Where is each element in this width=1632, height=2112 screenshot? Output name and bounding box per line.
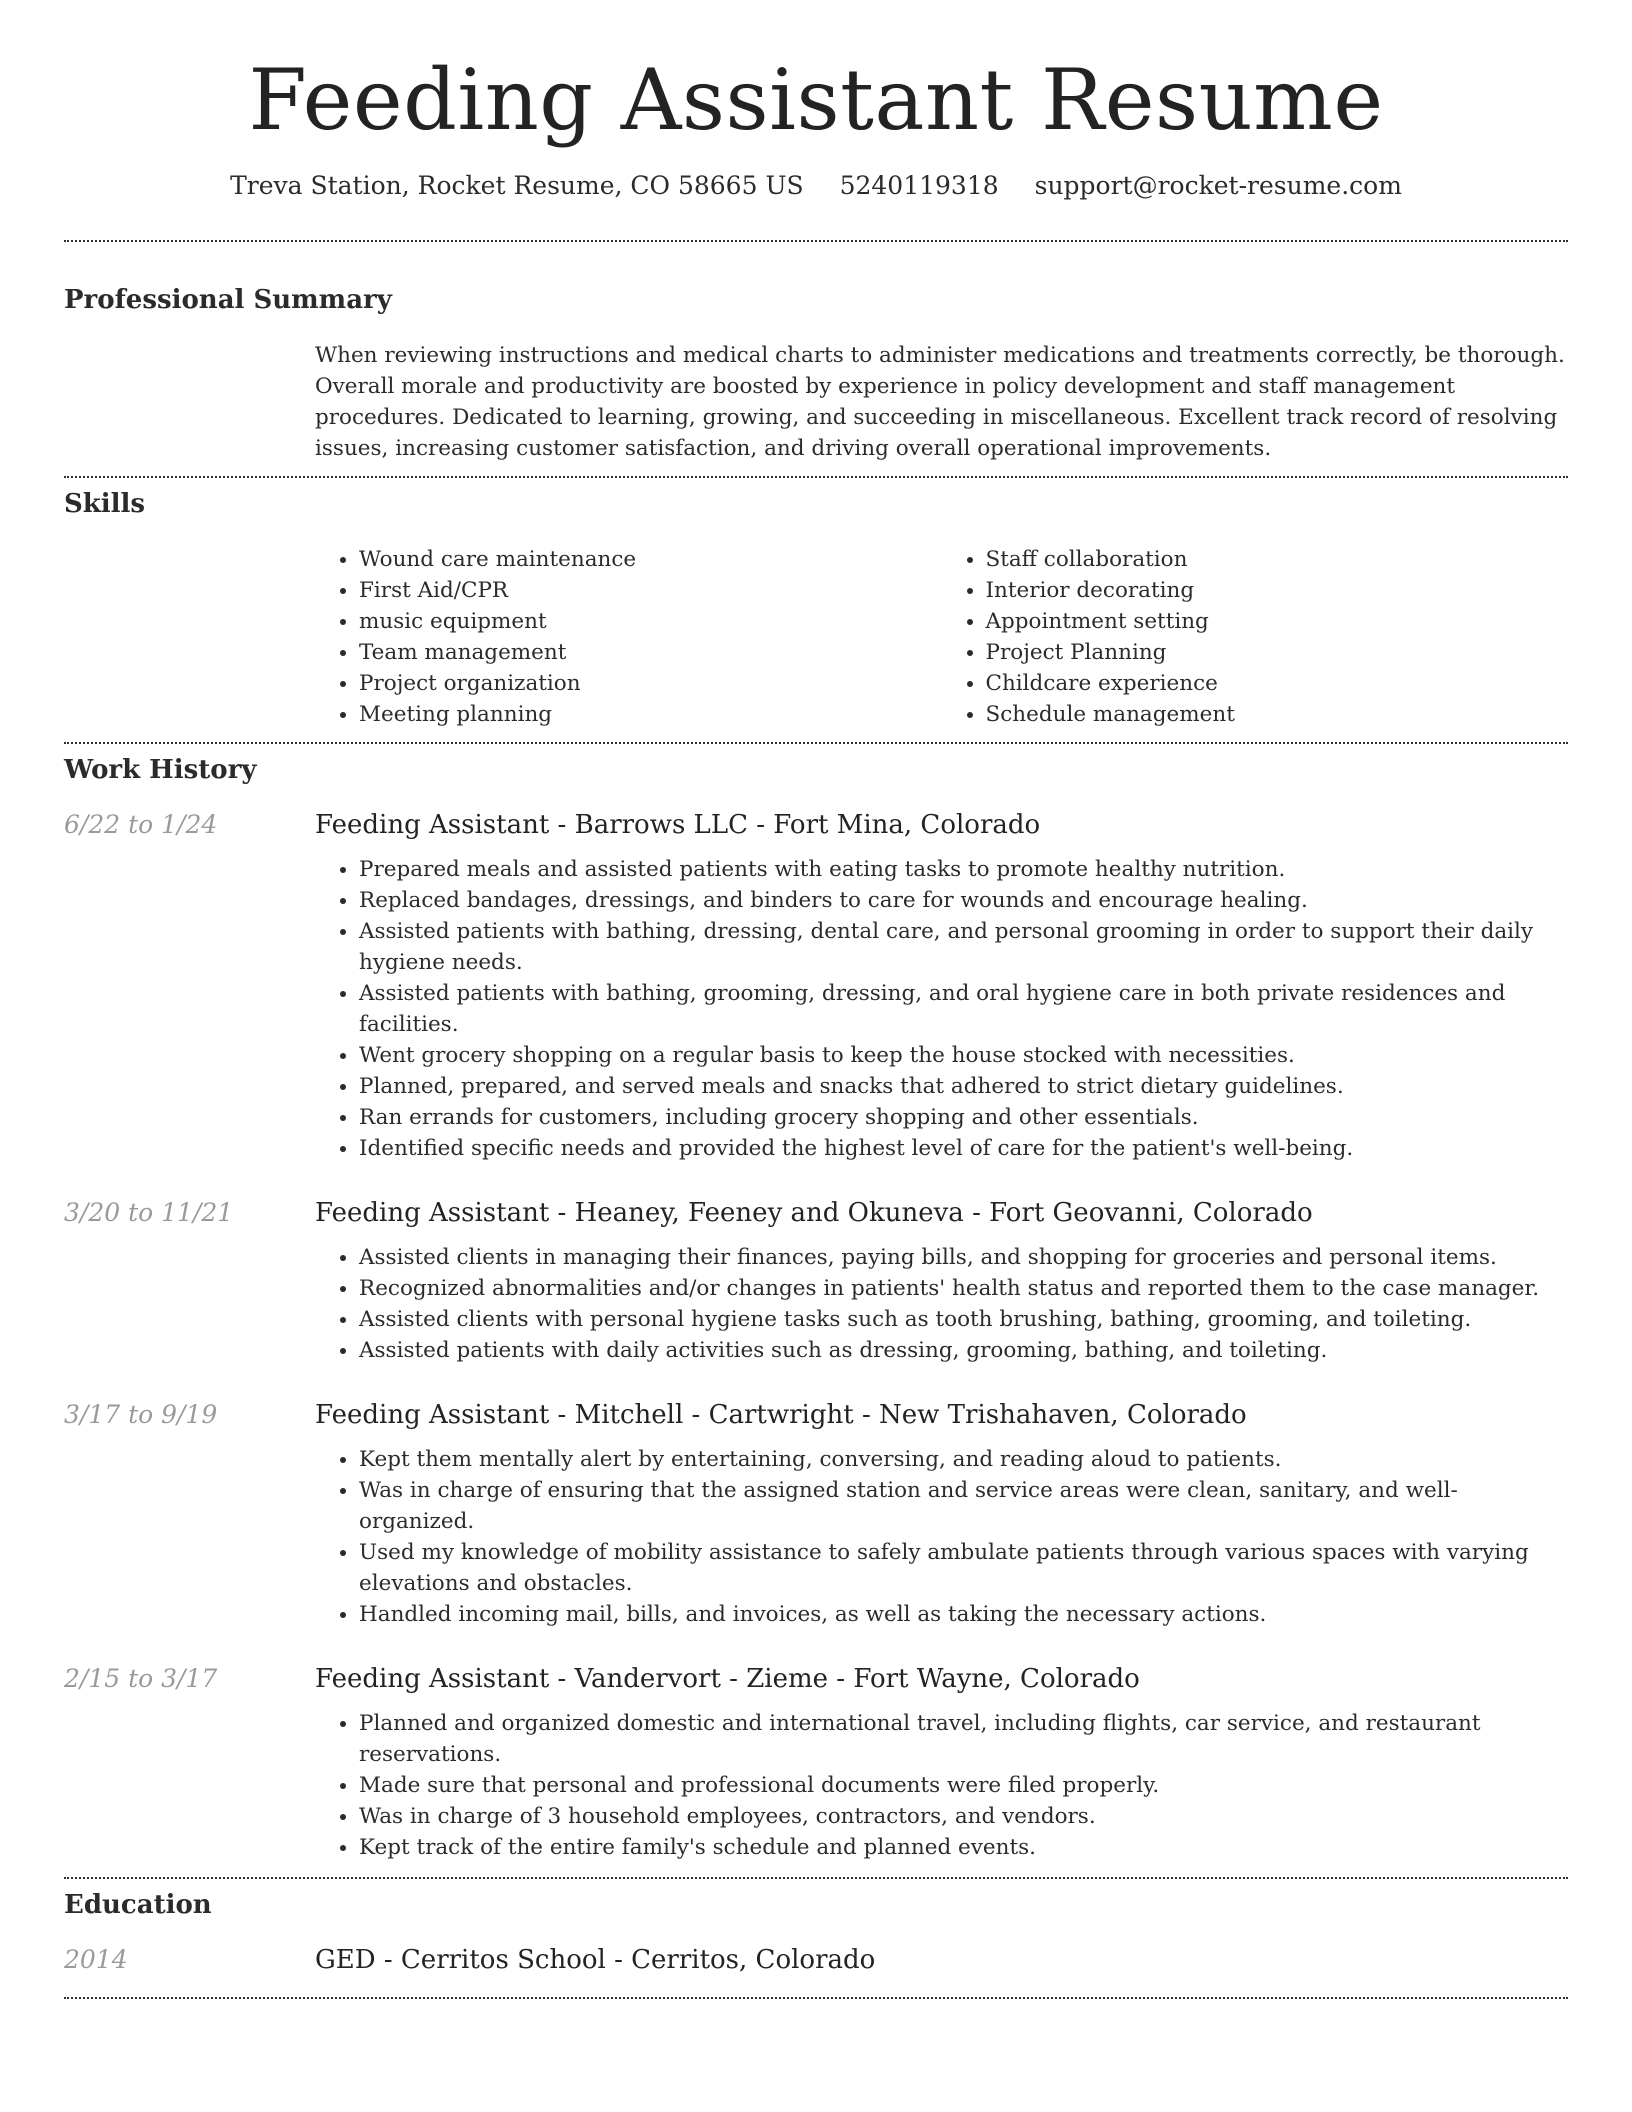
- skill-item: • First Aid/CPR: [359, 575, 942, 606]
- job-heading: Feeding Assistant - Vandervort - Zieme - Fort Wayne, Colorado: [315, 1663, 1140, 1694]
- skills-heading: Skills: [64, 489, 146, 520]
- duty-item: • Was in charge of ensuring that the assigned station and service areas were clean, sanitary, and well-organized.: [359, 1475, 1568, 1537]
- skill-item: • Appointment setting: [986, 606, 1569, 637]
- job-entry: [64, 1400, 1568, 1630]
- duty-item: • Kept them mentally alert by entertaining, conversing, and reading aloud to patients.: [359, 1444, 1568, 1475]
- job-entry: [64, 1664, 1568, 1863]
- skill-item: • Staff collaboration: [986, 544, 1569, 575]
- skills-column-right: [942, 544, 1569, 730]
- job-heading: Feeding Assistant - Mitchell - Cartwright - New Trishahaven, Colorado: [315, 1399, 1247, 1430]
- resume-title: Feeding Assistant Resume: [248, 51, 1384, 149]
- duty-item: • Assisted clients with personal hygiene tasks such as tooth brushing, bathing, grooming, and toileting.: [359, 1304, 1568, 1335]
- duty-item: • Ran errands for customers, including grocery shopping and other essentials.: [359, 1102, 1568, 1133]
- job-heading: Feeding Assistant - Barrows LLC - Fort Mina, Colorado: [315, 809, 1041, 840]
- duty-item: • Went grocery shopping on a regular basis to keep the house stocked with necessities.: [359, 1040, 1568, 1071]
- skill-item: • Interior decorating: [986, 575, 1569, 606]
- job-entry: [64, 1198, 1568, 1366]
- skills-section: [64, 478, 1568, 730]
- divider: [64, 1997, 1568, 1999]
- skill-item: • Wound care maintenance: [359, 544, 942, 575]
- skill-item: • Team management: [359, 637, 942, 668]
- job-dates: 6/22 to 1/24: [64, 809, 218, 839]
- skill-item: • Project organization: [359, 668, 942, 699]
- duty-item: • Kept track of the entire family's schedule and planned events.: [359, 1832, 1568, 1863]
- skill-item: • Project Planning: [986, 637, 1569, 668]
- duty-item: • Recognized abnormalities and/or changes in patients' health status and reported them to the case manager.: [359, 1273, 1568, 1304]
- skills-list: [315, 544, 1568, 730]
- duty-item: • Identified specific needs and provided the highest level of care for the patient's well-being.: [359, 1133, 1568, 1164]
- duty-item: • Assisted patients with bathing, grooming, dressing, and oral hygiene care in both private residences and facilities.: [359, 978, 1568, 1040]
- duty-item: • Assisted patients with daily activities such as dressing, grooming, bathing, and toileting.: [359, 1335, 1568, 1366]
- education-heading: Education: [64, 1889, 212, 1920]
- duty-item: • Assisted patients with bathing, dressing, dental care, and personal grooming in order to support their daily hygiene needs.: [359, 916, 1568, 978]
- job-dates: 3/17 to 9/19: [64, 1399, 218, 1429]
- contact-address: Treva Station, Rocket Resume, CO 58665 US: [230, 170, 804, 200]
- education-section: [64, 1879, 1568, 1975]
- education-entry: GED - Cerritos School - Cerritos, Colorado: [315, 1944, 876, 1975]
- duty-item: • Handled incoming mail, bills, and invoices, as well as taking the necessary actions.: [359, 1599, 1568, 1630]
- work-section: [64, 744, 1568, 1863]
- duty-item: • Was in charge of 3 household employees, contractors, and vendors.: [359, 1801, 1568, 1832]
- job-duties: [315, 854, 1568, 1164]
- contact-line: [64, 171, 1568, 200]
- job-duties: [315, 1444, 1568, 1630]
- job-heading: Feeding Assistant - Heaney, Feeney and Okuneva - Fort Geovanni, Colorado: [315, 1197, 1313, 1228]
- contact-email: support@rocket-resume.com: [1034, 170, 1402, 200]
- work-heading: Work History: [64, 755, 257, 786]
- duty-item: • Assisted clients in managing their finances, paying bills, and shopping for groceries and personal items.: [359, 1242, 1568, 1273]
- duty-item: • Used my knowledge of mobility assistance to safely ambulate patients through various spaces with varying elevations and obstacles.: [359, 1537, 1568, 1599]
- skills-column-left: [315, 544, 942, 730]
- contact-phone: 5240119318: [839, 170, 999, 200]
- duty-item: • Made sure that personal and professional documents were filed properly.: [359, 1770, 1568, 1801]
- job-dates: 2/15 to 3/17: [64, 1663, 218, 1693]
- skill-item: • music equipment: [359, 606, 942, 637]
- skill-item: • Childcare experience: [986, 668, 1569, 699]
- duty-item: • Replaced bandages, dressings, and binders to care for wounds and encourage healing.: [359, 885, 1568, 916]
- skill-item: • Meeting planning: [359, 699, 942, 730]
- education-date: 2014: [64, 1944, 128, 1974]
- summary-section: [64, 242, 1568, 465]
- summary-heading: Professional Summary: [64, 284, 392, 315]
- summary-text: When reviewing instructions and medical charts to administer medications and treatments correctly, be thorough. Overall morale and productivity are boosted by experience in policy development and staff management procedures. Dedicated to learning, growing, and succeeding in miscellaneous. Excellent track record of resolving issues, increasing customer satisfaction, and driving overall operational improvements.: [315, 343, 1565, 462]
- job-duties: [315, 1708, 1568, 1863]
- duty-item: • Planned and organized domestic and international travel, including flights, car service, and restaurant reservations.: [359, 1708, 1568, 1770]
- skill-item: • Schedule management: [986, 699, 1569, 730]
- duty-item: • Planned, prepared, and served meals and snacks that adhered to strict dietary guidelines.: [359, 1071, 1568, 1102]
- duty-item: • Prepared meals and assisted patients with eating tasks to promote healthy nutrition.: [359, 854, 1568, 885]
- job-dates: 3/20 to 11/21: [64, 1197, 234, 1227]
- job-entry: [64, 810, 1568, 1164]
- job-duties: [315, 1242, 1568, 1366]
